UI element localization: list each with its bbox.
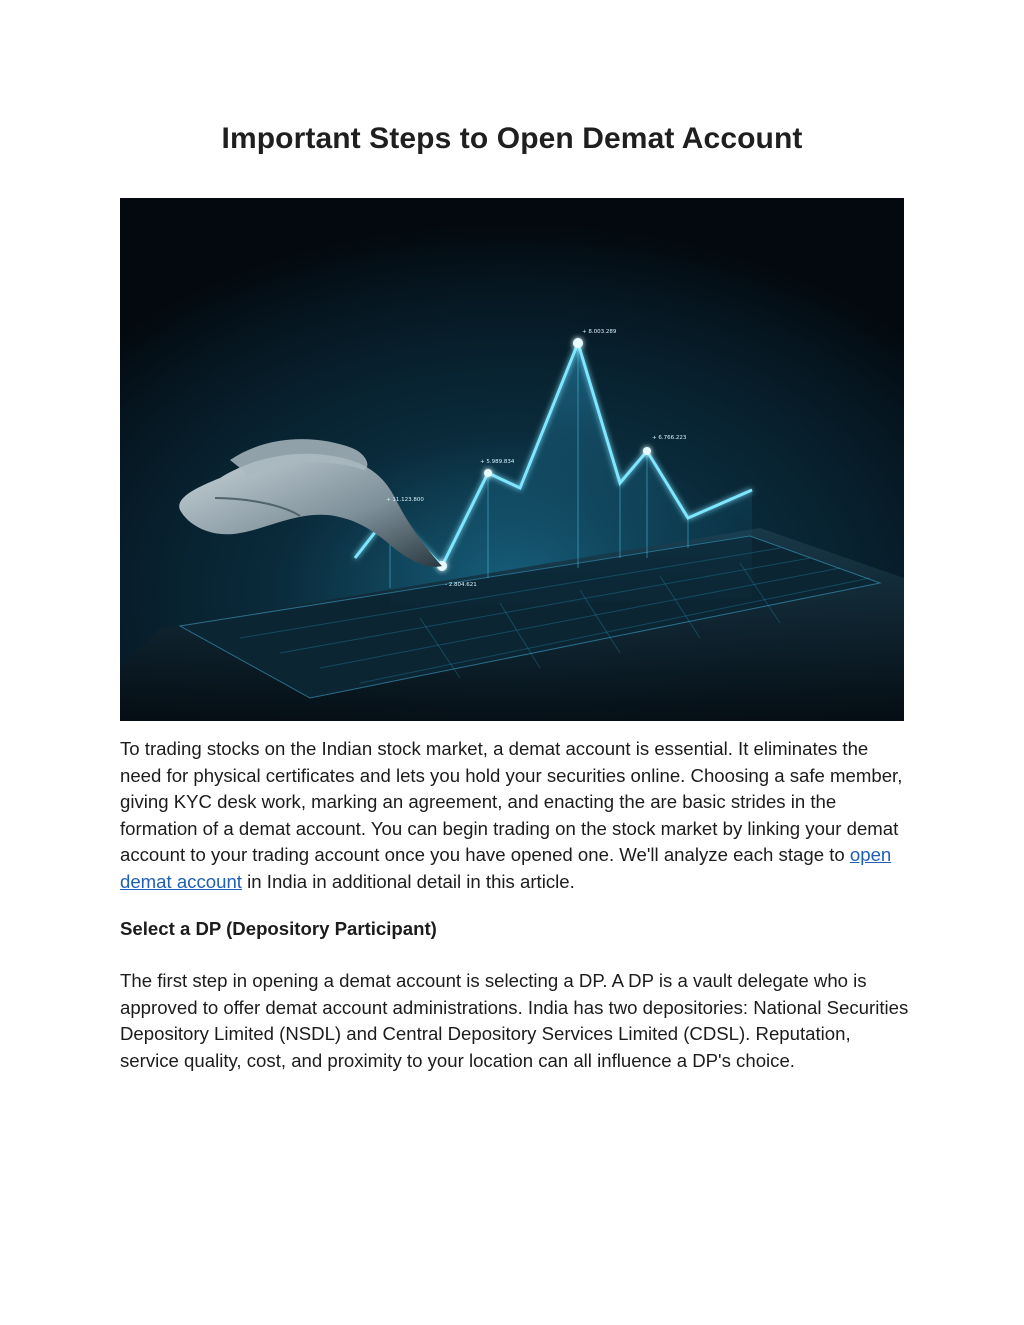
hero-image	[120, 198, 904, 721]
price-label: - 2.804.621	[445, 582, 477, 588]
intro-text-after: in India in additional detail in this article.	[241, 870, 575, 892]
intro-text: To trading stocks on the Indian stock market, a demat account is essential. It eliminates the need for physical certificates and lets you hold your securities online. Choosing a safe member, giving KYC desk work, marking an agreement, and enacting the are basic strides in the formation of a demat account. You can begin trading on the stock market by linking your demat account to your trading account once you have opened one. We'll analyze each stage to	[120, 738, 903, 865]
price-label: + 5.989.834	[480, 459, 515, 465]
section-paragraph: The first step in opening a demat account is selecting a DP. A DP is a vault delegate who is approved to offer demat account administrations. India has two depositories: National Securities Depository Limited (NSDL) and Central Depository Services Limited (CDSL). Reputation, service quality, cost, and proximity to your location can all influence a DP's choice.	[120, 970, 909, 1071]
page-title: Important Steps to Open Demat Account	[221, 122, 803, 155]
intro-paragraph	[120, 736, 910, 895]
section-heading: Select a DP (Depository Participant)	[120, 918, 437, 939]
price-label: + 11.123.800	[386, 497, 424, 503]
price-label: + 6.766.223	[652, 435, 687, 441]
price-label: + 8.003.289	[582, 329, 617, 335]
open-demat-account-link[interactable]: open demat account	[120, 844, 892, 892]
